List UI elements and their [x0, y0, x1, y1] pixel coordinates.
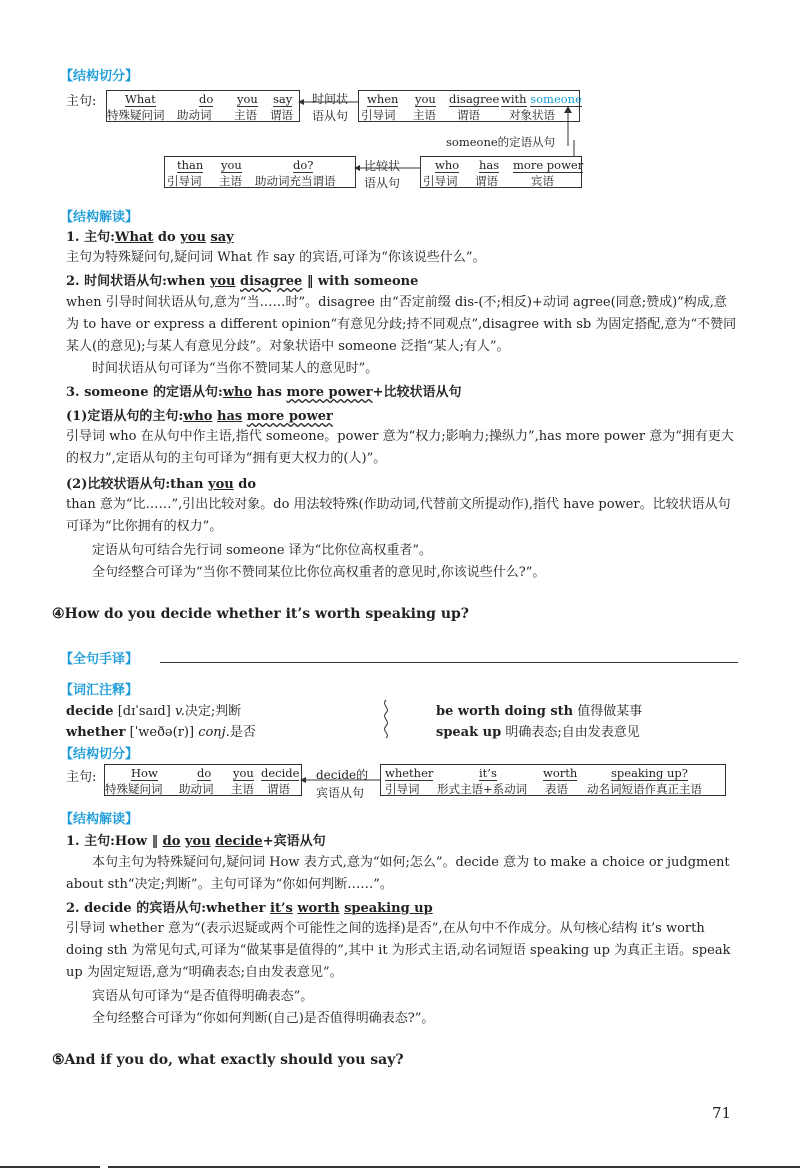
role-do: 助动词	[177, 108, 212, 122]
main-clause-label-4: 主句:	[66, 770, 97, 785]
word-disagree: disagree	[449, 92, 500, 106]
item2-title-3: 2. 时间状语从句:when you disagree ‖ with someone	[66, 274, 419, 289]
role-decide: 谓语	[267, 782, 290, 796]
footer-rule-left	[0, 1166, 100, 1168]
divider-wave-icon	[380, 698, 392, 740]
item1-text-4: 本句主句为特殊疑问句,疑问词 How 表方式,意为“如何;怎么”。decide 意为 to make a choice or judgment about sth“决定;判断”。主句可译为“你如何判断……”。	[66, 855, 730, 892]
text-a-4: 宾语从句可译为“是否值得明确表态”。	[92, 989, 314, 1004]
role-how: 特殊疑问词	[105, 782, 163, 796]
item2-text-4: 引导词 whether 意为“(表示迟疑或两个可能性之间的选择)是否”,在从句中不作成分。从句核心结构 it’s worth doing sth 为常见句式,可译为“做某事是值得的”,其中 it 为形式主语,动名词短语 speaking up 为真正主语。speak up 为固定短语,意为“明确表态;自由发表意见”。	[66, 921, 731, 980]
arrow-left-icon-3	[300, 776, 380, 784]
text-b-3: 全句经整合可译为“当你不赞同某位比你位高权重者的意见时,你该说些什么?”。	[92, 565, 546, 580]
word-worth: worth	[543, 766, 578, 780]
item2-text-3: when 引导时间状语从句,意为“当……时”。disagree 由“否定前缀 dis-(不;相反)+动词 agree(同意;赞成)”构成,意为 to have or express a different opinion“有意见分歧;持不同观点”,disagree with sb 为固定搭配,意为“不赞同某人(的意见);与某人有意见分歧”。对象状语中 someone 泛指“某人;有人”。	[66, 295, 737, 354]
item2-title-4: 2. decide 的宾语从句:whether it’s worth speaking up	[66, 901, 433, 916]
struct-label-4: 【结构切分】	[60, 747, 139, 762]
role-you-4: 主语	[231, 782, 254, 796]
role-when: 引导词	[361, 108, 396, 122]
time-clause-box	[358, 90, 580, 122]
vocab-speak-up: speak up 明确表态;自由发表意见	[436, 725, 640, 740]
page-number: 71	[712, 1104, 732, 1122]
role-more-power: 宾语	[531, 174, 554, 188]
main-clause-box	[106, 90, 300, 122]
word-how: How	[131, 766, 158, 780]
role-with-someone: 对象状语	[509, 108, 555, 122]
link-compare-bottom: 语从句	[364, 176, 401, 190]
sub1-text-3: 引导词 who 在从句中作主语,指代 someone。power 意为“权力;影响力;操纵力”,has more power 意为“拥有更大的权力”,定语从句的主句可译为“拥有更大权力的(人)”。	[66, 429, 734, 466]
role-whether: 引导词	[385, 782, 420, 796]
link-object-top: decide的	[316, 768, 369, 782]
word-do-q: do?	[293, 158, 314, 172]
sub1-title-3: (1)定语从句的主句:who has more power	[66, 409, 333, 424]
word-decide: decide	[261, 766, 300, 780]
footer-rule-right	[108, 1166, 800, 1168]
item1-title-4: 1. 主句:How ‖ do you decide+宾语从句	[66, 834, 326, 849]
arrow-left-icon	[298, 98, 358, 106]
role-do-4: 助动词	[179, 782, 214, 796]
item1-title-3: 1. 主句:What do you say	[66, 230, 234, 245]
word-when: when	[367, 92, 399, 106]
vocab-worth: be worth doing sth 值得做某事	[436, 704, 643, 719]
sub2-text-3: than 意为“比……”,引出比较对象。do 用法较特殊(作助动词,代替前文所提动作),指代 have power。比较状语从句可译为“比你拥有的权力”。	[66, 497, 731, 534]
word-who: who	[435, 158, 460, 172]
attributive-clause-box	[420, 156, 582, 188]
word-you-3: you	[221, 158, 242, 172]
item3-title-3: 3. someone 的定语从句:who has more power+比较状语从句	[66, 385, 462, 400]
role-speaking-up: 动名词短语作真正主语	[587, 782, 702, 796]
translate-line[interactable]	[160, 662, 738, 663]
text-b-4: 全句经整合可译为“你如何判断(自己)是否值得明确表态?”。	[92, 1011, 435, 1026]
role-what: 特殊疑问词	[107, 108, 165, 122]
main-clause-box-4	[104, 764, 302, 796]
word-whether: whether	[385, 766, 434, 780]
annotation-attributive: someone的定语从句	[446, 135, 556, 149]
role-its: 形式主语+系动词	[437, 782, 528, 796]
item2-text2-3: 时间状语从句可译为“当你不赞同某人的意见时”。	[92, 361, 379, 376]
role-disagree: 谓语	[457, 108, 480, 122]
role-you-3: 主语	[219, 174, 242, 188]
word-has: has	[479, 158, 500, 172]
word-its: it’s	[479, 766, 497, 780]
link-object-bottom: 宾语从句	[316, 786, 365, 800]
main-clause-label-3: 主句:	[66, 94, 97, 109]
sentence-5: ⑤And if you do, what exactly should you say?	[52, 1052, 404, 1068]
word-you: you	[237, 92, 258, 106]
vocab-whether: whether [ˈweðə(r)] conj.是否	[66, 725, 256, 740]
translate-label-4: 【全句手译】	[60, 652, 139, 667]
link-time-bottom: 语从句	[312, 109, 349, 123]
role-you: 主语	[234, 108, 257, 122]
analysis-label-3: 【结构解读】	[60, 210, 139, 225]
word-do-4: do	[197, 766, 212, 780]
word-speaking-up: speaking up?	[611, 766, 688, 780]
object-clause-box	[380, 764, 726, 796]
role-you-2: 主语	[413, 108, 436, 122]
connector-line	[572, 140, 576, 157]
arrow-left-icon-2	[354, 164, 420, 172]
word-do: do	[199, 92, 214, 106]
word-what: What	[125, 92, 156, 106]
comparative-clause-box	[164, 156, 356, 188]
role-who: 引导词	[423, 174, 458, 188]
role-do-q: 助动词充当谓语	[255, 174, 336, 188]
role-than: 引导词	[167, 174, 202, 188]
word-more-power: more power	[513, 158, 584, 172]
link-compare-top: 比较状	[364, 159, 401, 173]
vocab-decide: decide [dɪˈsaɪd] v.决定;判断	[66, 704, 242, 719]
role-worth: 表语	[545, 782, 568, 796]
item1-text-3: 主句为特殊疑问句,疑问词 What 作 say 的宾语,可译为“你该说些什么”。	[66, 250, 486, 265]
analysis-label-4: 【结构解读】	[60, 812, 139, 827]
word-say: say	[273, 92, 293, 106]
word-with-someone: with someone	[501, 92, 582, 106]
word-you-2: you	[415, 92, 436, 106]
sub2-title-3: (2)比较状语从句:than you do	[66, 477, 256, 492]
link-time-top: 时间状	[312, 92, 349, 106]
sentence-4: ④How do you decide whether it’s worth speaking up?	[52, 606, 469, 622]
role-has: 谓语	[475, 174, 498, 188]
word-than: than	[177, 158, 204, 172]
text-a-3: 定语从句可结合先行词 someone 译为“比你位高权重者”。	[92, 543, 432, 558]
role-say: 谓语	[270, 108, 293, 122]
vocab-label-4: 【词汇注释】	[60, 683, 139, 698]
word-you-4: you	[233, 766, 254, 780]
struct-label-3: 【结构切分】	[60, 69, 139, 84]
